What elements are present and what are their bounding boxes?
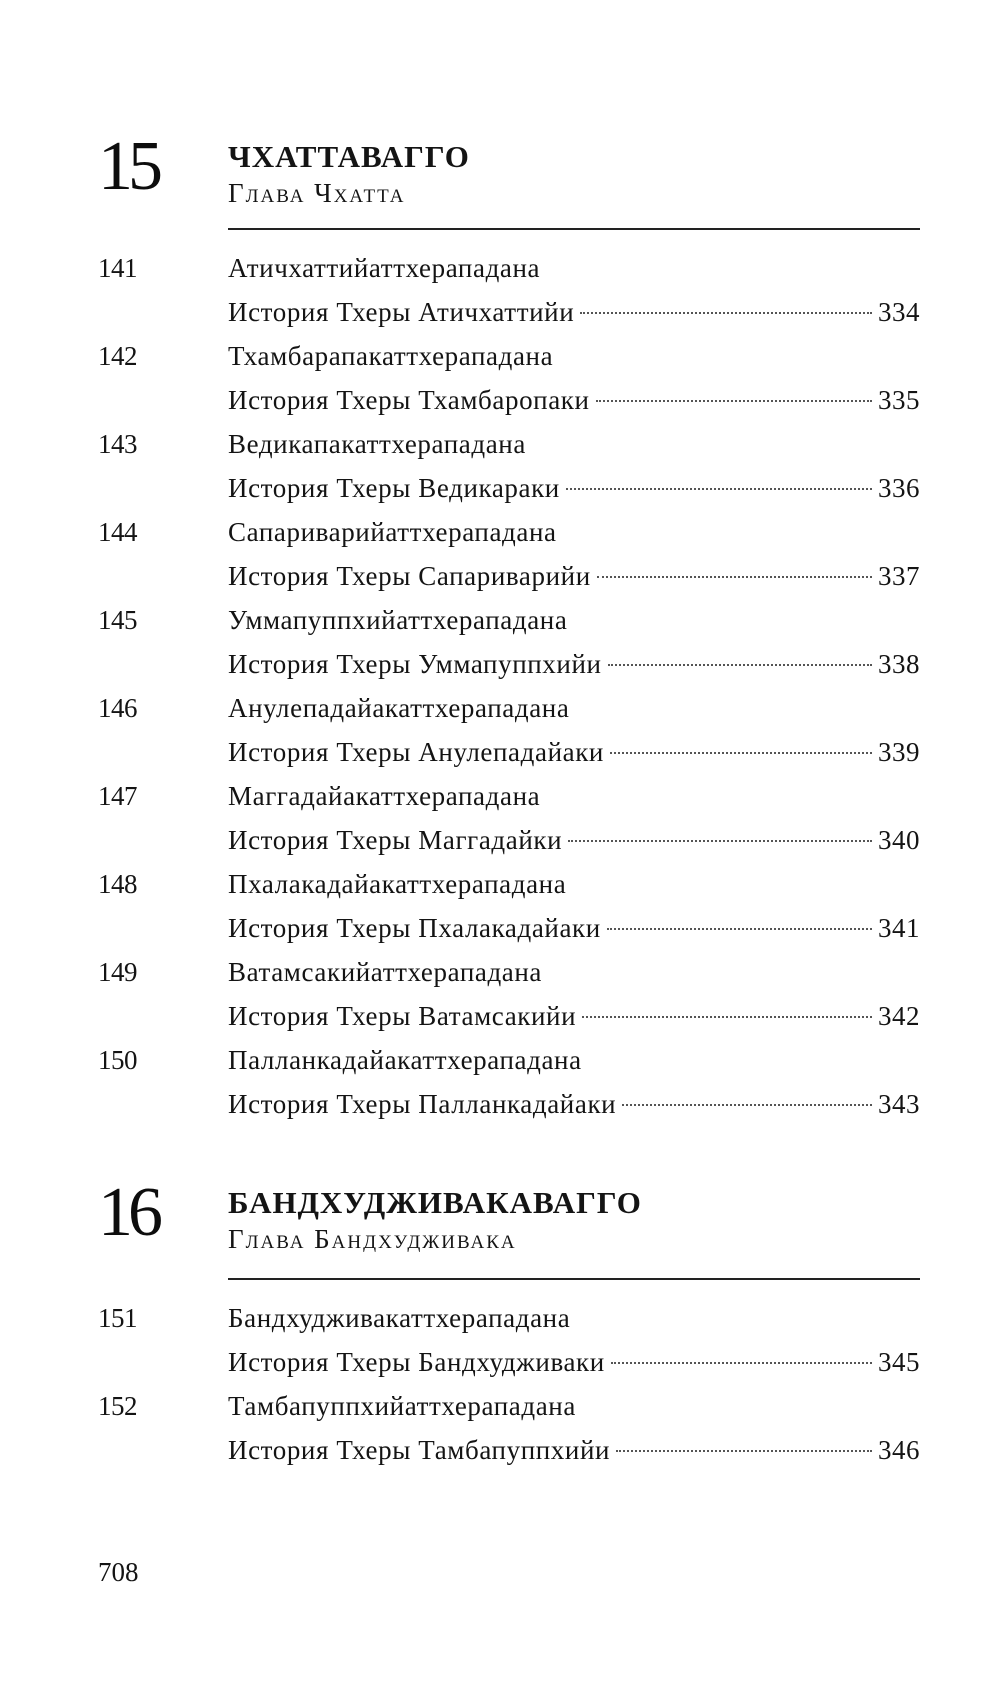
entry-title: История Тхеры Атичхаттийи (228, 297, 575, 327)
dot-leader (582, 1016, 872, 1018)
dot-leader (622, 1104, 872, 1106)
chapter-number: 16 (98, 1174, 158, 1251)
entry-title: История Тхеры Сапариварийи (228, 561, 591, 591)
dot-leader (566, 488, 872, 490)
entry-line (228, 820, 920, 860)
entry-line (228, 908, 920, 948)
toc-entry[interactable] (98, 952, 920, 1040)
entry-number: 149 (98, 957, 137, 987)
toc-entry[interactable] (98, 688, 920, 776)
entry-line (228, 468, 920, 508)
entry-pali-title: Пхалакадайакаттхерападана (228, 869, 567, 899)
entry-number: 148 (98, 869, 137, 899)
entry-line (228, 1342, 920, 1382)
entry-title: История Тхеры Ватамсакийи (228, 1001, 577, 1031)
dot-leader (616, 1450, 872, 1452)
entry-number: 150 (98, 1045, 137, 1075)
entry-line (228, 644, 920, 684)
entry-title: История Тхеры Бандхудживаки (228, 1347, 605, 1377)
entry-number: 142 (98, 341, 137, 371)
chapter-title: ЧХАТТАВАГГО (228, 139, 470, 174)
entry-title: История Тхеры Тамбапуппхийи (228, 1435, 611, 1465)
entry-number: 145 (98, 605, 137, 635)
entry-title: История Тхеры Маггадайки (228, 825, 563, 855)
entry-title: История Тхеры Палланкадайаки (228, 1089, 617, 1119)
entry-pali-title: Бандхудживакаттхерападана (228, 1303, 571, 1333)
toc-entry[interactable] (98, 776, 920, 864)
toc-list (98, 248, 920, 1128)
dot-leader (597, 576, 872, 578)
entry-line (228, 1430, 920, 1470)
entry-number: 147 (98, 781, 137, 811)
dot-leader (610, 752, 872, 754)
entry-title: История Тхеры Анулепадайаки (228, 737, 604, 767)
dot-leader (580, 312, 872, 314)
chapter-title: БАНДХУДЖИВАКАВАГГО (228, 1185, 642, 1220)
entry-title: История Тхеры Ведикараки (228, 473, 560, 503)
chapter-subtitle: Глава Бандхудживака (228, 1224, 517, 1254)
entry-number: 141 (98, 253, 137, 283)
entry-page: 343 (878, 1089, 920, 1119)
entry-line (228, 996, 920, 1036)
entry-line (228, 732, 920, 772)
entry-number: 146 (98, 693, 137, 723)
entry-title: История Тхеры Уммапуппхийи (228, 649, 602, 679)
toc-entry[interactable] (98, 248, 920, 336)
entry-pali-title: Ватамсакийаттхерападана (228, 957, 543, 987)
entry-number: 151 (98, 1303, 137, 1333)
entry-pali-title: Уммапуппхийаттхерападана (228, 605, 568, 635)
entry-page: 342 (878, 1001, 920, 1031)
chapter-divider (228, 228, 920, 230)
entry-page: 339 (878, 737, 920, 767)
entry-number: 143 (98, 429, 137, 459)
entry-title: История Тхеры Пхалакадайаки (228, 913, 601, 943)
entry-pali-title: Тамбапуппхийаттхерападана (228, 1391, 576, 1421)
entry-page: 340 (878, 825, 920, 855)
entry-page: 337 (878, 561, 920, 591)
toc-entry[interactable] (98, 512, 920, 600)
chapter-subtitle: Глава Чхатта (228, 178, 406, 208)
entry-page: 345 (878, 1347, 920, 1377)
toc-entry[interactable] (98, 600, 920, 688)
entry-page: 346 (878, 1435, 920, 1465)
entry-page: 335 (878, 385, 920, 415)
entry-line (228, 1084, 920, 1124)
dot-leader (568, 840, 872, 842)
dot-leader (596, 400, 872, 402)
entry-pali-title: Ведикапакаттхерападана (228, 429, 526, 459)
entry-pali-title: Атичхаттийаттхерападана (228, 253, 541, 283)
chapter-number: 15 (98, 128, 158, 205)
entry-page: 336 (878, 473, 920, 503)
entry-pali-title: Анулепадайакаттхерападана (228, 693, 570, 723)
toc-entry[interactable] (98, 1298, 920, 1386)
dot-leader (608, 664, 872, 666)
entry-line (228, 380, 920, 420)
dot-leader (607, 928, 872, 930)
entry-number: 144 (98, 517, 137, 547)
entry-pali-title: Маггадайакаттхерападана (228, 781, 541, 811)
entry-pali-title: Тхамбарапакаттхерападана (228, 341, 554, 371)
entry-page: 341 (878, 913, 920, 943)
entry-line (228, 292, 920, 332)
entry-line (228, 556, 920, 596)
entry-pali-title: Палланкадайакаттхерападана (228, 1045, 582, 1075)
entry-page: 338 (878, 649, 920, 679)
toc-entry[interactable] (98, 424, 920, 512)
toc-entry[interactable] (98, 1040, 920, 1128)
chapter-divider (228, 1278, 920, 1280)
toc-entry[interactable] (98, 864, 920, 952)
page-number: 708 (98, 1557, 139, 1587)
entry-title: История Тхеры Тхамбаропаки (228, 385, 590, 415)
entry-pali-title: Сапариварийаттхерападана (228, 517, 557, 547)
dot-leader (611, 1362, 872, 1364)
entry-number: 152 (98, 1391, 137, 1421)
entry-page: 334 (878, 297, 920, 327)
toc-entry[interactable] (98, 1386, 920, 1474)
toc-list (98, 1298, 920, 1474)
toc-entry[interactable] (98, 336, 920, 424)
